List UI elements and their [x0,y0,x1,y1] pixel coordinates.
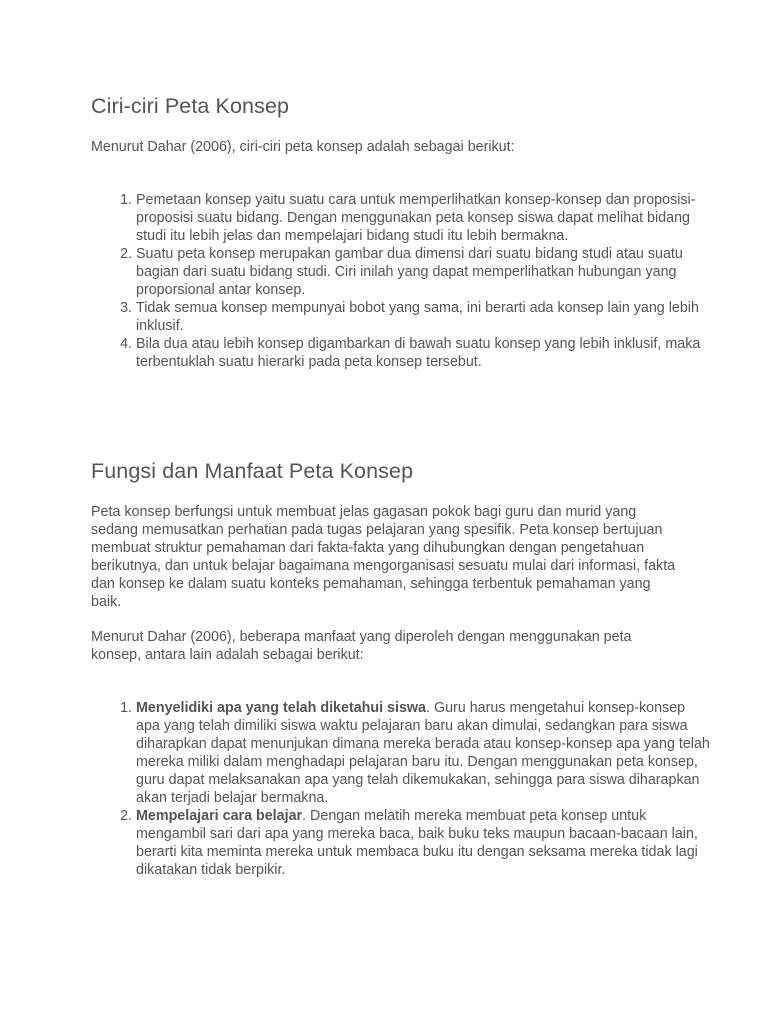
list-item [136,699,711,807]
list-item-bold-lead: Menyelidiki apa yang telah diketahui siswa [136,700,427,716]
list-item-bold-lead: Mempelajari cara belajar [136,808,303,824]
manfaat-list [91,699,711,879]
list-item: 2. Suatu peta konsep merupakan gambar dua dimensi dari suatu bidang studi atau suatu bagian dari suatu bidang studi. Ciri inilah yang dapat memperlihatkan hubungan yang proporsional antar konsep. [136,245,711,299]
intro-paragraph-ciri: Menurut Dahar (2006), ciri-ciri peta konsep adalah sebagai berikut: [91,139,515,155]
section-title-ciri-ciri: Ciri-ciri Peta Konsep [91,94,290,118]
ciri-list [91,191,711,371]
list-item-text: . Dengan melatih mereka membuat peta konsep untuk mengambil sari dari apa yang mereka baca, baik buku teks maupun bacaan-bacaan lain, berarti kita meminta mereka untuk membaca buku itu dengan seksama mereka tidak lagi dikatakan tidak berpikir. [136,808,698,878]
list-item: 3. Tidak semua konsep mempunyai bobot yang sama, ini berarti ada konsep lain yang lebih inklusif. [136,299,711,335]
list-item: 1. Pemetaan konsep yaitu suatu cara untuk memperlihatkan konsep-konsep dan proposisi-proposisi suatu bidang. Dengan menggunakan peta konsep siswa dapat melihat bidang studi itu lebih jelas dan mempelajari bidang studi itu lebih bermakna. [136,191,711,245]
list-item: 4. Bila dua atau lebih konsep digambarkan di bawah suatu konsep yang lebih inklusif, maka terbentuklah suatu hierarki pada peta konsep tersebut. [136,335,711,371]
section-title-fungsi: Fungsi dan Manfaat Peta Konsep [91,459,414,483]
list-item-text: . Guru harus mengetahui konsep-konsep apa yang telah dimiliki siswa waktu pelajaran baru akan dimulai, sedangkan para siswa diharapkan dapat menunjukan dimana mereka berada atau konsep-konsep apa yang telah mereka miliki dalam menghadapi pelajaran baru itu. Dengan menggunakan peta konsep, guru dapat melaksanakan apa yang telah dikemukakan, sehingga para siswa diharapkan akan terjadi belajar bermakna. [136,700,710,806]
list-item [136,807,711,879]
fungsi-paragraph: Peta konsep berfungsi untuk membuat jelas gagasan pokok bagi guru dan murid yang sedang memusatkan perhatian pada tugas pelajaran yang spesifik. Peta konsep bertujuan membuat struktur pemahaman dari fakta-fakta yang dihubungkan dengan pengetahuan berikutnya, dan untuk belajar bagaimana mengorganisasi sesuatu mulai dari informasi, fakta dan konsep ke dalam suatu konteks pemahaman, sehingga terbentuk pemahaman yang baik. [91,504,676,610]
intro-paragraph-manfaat: Menurut Dahar (2006), beberapa manfaat yang diperoleh dengan menggunakan peta konsep, antara lain adalah sebagai berikut: [91,629,632,663]
